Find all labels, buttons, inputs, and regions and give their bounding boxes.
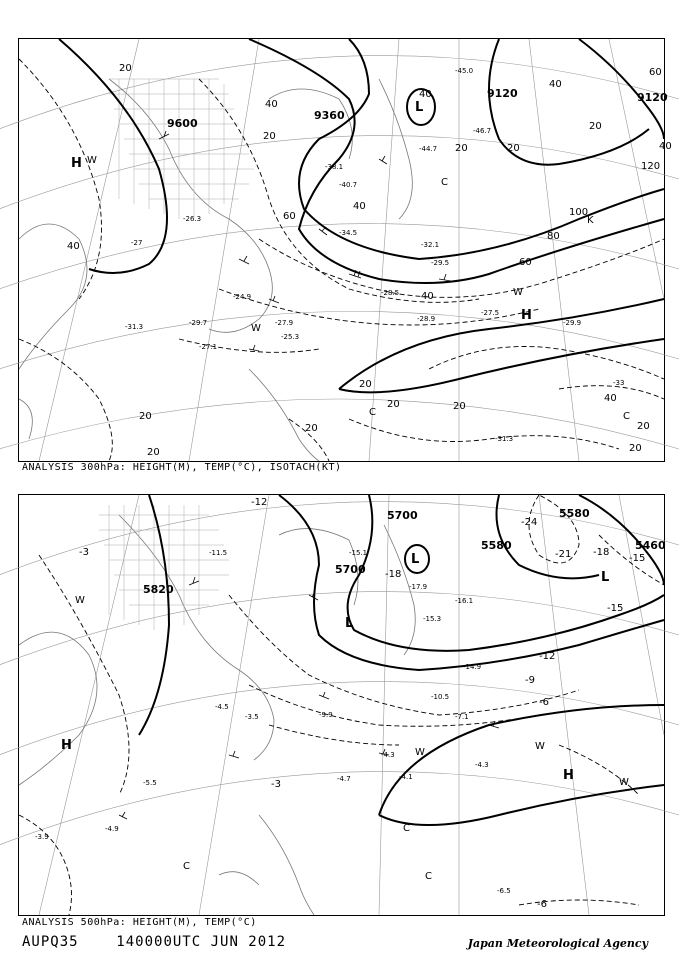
height-label: 5580: [559, 507, 590, 520]
system-marker: C: [369, 407, 376, 418]
isotach-label: 20: [507, 143, 520, 154]
temp-label: -27: [131, 239, 143, 247]
isotach-label: 20: [147, 447, 160, 458]
temp-label: -25.3: [281, 333, 300, 341]
isotach-label: 60: [519, 257, 532, 268]
graticule-300: [0, 39, 679, 461]
obs-label: -14.9: [463, 663, 482, 671]
height-label: 5580: [481, 539, 512, 552]
temp-label: -29.9: [563, 319, 582, 327]
temp-label: -45.0: [455, 67, 474, 75]
isotach-label: 20: [305, 423, 318, 434]
temp-label: -46.7: [473, 127, 492, 135]
isotach-label: 120: [641, 161, 661, 172]
isotach-label: 20: [589, 121, 602, 132]
temp-label: -32.1: [421, 241, 440, 249]
temp-contour-label: -12: [251, 497, 268, 508]
obs-label: -5.5: [143, 779, 157, 787]
system-marker: H: [61, 738, 72, 753]
temp-label: -29.7: [189, 319, 208, 327]
isotach-label: 40: [265, 99, 278, 110]
system-marker: C: [623, 411, 630, 422]
system-marker: C: [183, 861, 190, 872]
height-label: 5460: [635, 539, 666, 552]
system-marker: C: [441, 177, 448, 188]
temp-contour-label: -6: [537, 899, 547, 910]
system-marker: W: [535, 741, 545, 752]
obs-label: -3.5: [245, 713, 259, 721]
system-marker: K: [587, 215, 594, 226]
temp-label: -33: [613, 379, 625, 387]
isotach-label: 20: [119, 63, 132, 74]
isotach-label: 20: [453, 401, 466, 412]
system-marker: L: [601, 570, 610, 585]
temp-contour-label: -15: [607, 603, 624, 614]
obs-label: -3.9: [35, 833, 49, 841]
pressure-systems-300: [71, 100, 630, 422]
caption-500hpa: ANALYSIS 500hPa: HEIGHT(M), TEMP(°C): [22, 917, 257, 928]
hatch-500: [99, 505, 229, 630]
height-label: 5820: [143, 583, 174, 596]
isotach-label: 20: [139, 411, 152, 422]
temp-contour-label: -24: [521, 517, 538, 528]
map-500hpa: [19, 495, 664, 915]
isotach-label: 40: [353, 201, 366, 212]
obs-label: -17.9: [409, 583, 428, 591]
temp-label: -28.9: [417, 315, 436, 323]
system-marker: H: [521, 308, 532, 323]
obs-label: -10.5: [431, 693, 450, 701]
chart-code: AUPQ35: [22, 934, 79, 950]
temp-contour-label: -21: [555, 549, 572, 560]
system-marker: H: [71, 156, 82, 171]
temp-label: -31.3: [125, 323, 144, 331]
height-label: 9120: [637, 91, 668, 104]
temp-contour-label: -9: [525, 675, 535, 686]
caption-300hpa: ANALYSIS 300hPa: HEIGHT(M), TEMP(°C), ISOTACH(KT): [22, 462, 342, 473]
temp-contour-label: -18: [385, 569, 402, 580]
temp-label: -29.5: [431, 259, 450, 267]
isotach-label: 20: [637, 421, 650, 432]
system-marker: W: [415, 747, 425, 758]
isotach-label: 60: [283, 211, 296, 222]
isotach-label: 20: [455, 143, 468, 154]
obs-label: -15.3: [423, 615, 442, 623]
obs-label: -4.9: [105, 825, 119, 833]
chart-id: [22, 934, 286, 950]
obs-label: -16.1: [455, 597, 474, 605]
isotach-label: 100: [569, 207, 589, 218]
isotach-label: 20: [359, 379, 372, 390]
obs-label: -4.7: [337, 775, 351, 783]
temp-label: -26.3: [183, 215, 202, 223]
isotach-label: 20: [629, 443, 642, 454]
system-marker: C: [403, 823, 410, 834]
system-marker: W: [251, 323, 261, 334]
temp-contour-label: -3: [79, 547, 89, 558]
height-label: 9360: [314, 109, 345, 122]
isotach-label: 80: [547, 231, 560, 242]
temp-label: -27.9: [275, 319, 294, 327]
obs-label: -4.1: [399, 773, 413, 781]
agency-name: Japan Meteorological Agency: [467, 937, 648, 950]
temp-label: -27.1: [199, 343, 218, 351]
map-300hpa: [19, 39, 672, 461]
temperature-labels-300: [125, 67, 624, 443]
temp-label: -40.7: [339, 181, 358, 189]
temp-label: -34.5: [339, 229, 358, 237]
temp-contour-label: -3: [271, 779, 281, 790]
system-marker: C: [425, 871, 432, 882]
system-marker: W: [87, 155, 97, 166]
system-marker: L: [415, 100, 424, 115]
height-label: 5700: [335, 563, 366, 576]
isotach-label: 60: [649, 67, 662, 78]
isotach-labels-300: [67, 63, 672, 458]
obs-label: -4.3: [381, 751, 395, 759]
height-label: 9120: [487, 87, 518, 100]
isotach-label: 20: [387, 399, 400, 410]
height-label: 9600: [167, 117, 198, 130]
isotach-label: 40: [659, 141, 672, 152]
temp-contour-label: -18: [593, 547, 610, 558]
chart-300hpa: [18, 38, 672, 462]
pressure-systems-500: [61, 552, 629, 882]
temp-label: -27.5: [481, 309, 500, 317]
chart-500hpa: [18, 494, 665, 916]
wind-barbs-300: [159, 131, 451, 351]
temp-label: -44.7: [419, 145, 438, 153]
obs-label: -15.1: [349, 549, 368, 557]
temp-contour-label: -15: [629, 553, 646, 564]
temp-label: -24.9: [233, 293, 252, 301]
temp-label: -38.1: [325, 163, 344, 171]
isotach-label: 40: [421, 291, 434, 302]
chart-datetime: 140000UTC JUN 2012: [116, 934, 287, 950]
obs-label: -9.9: [319, 711, 333, 719]
isotach-label: 20: [263, 131, 276, 142]
system-marker: W: [75, 595, 85, 606]
system-marker: W: [619, 777, 629, 788]
graticule-500: [0, 495, 679, 915]
obs-label: -11.5: [209, 549, 228, 557]
system-marker: W: [513, 287, 523, 298]
obs-label: -7.1: [455, 713, 469, 721]
isotach-label: 40: [419, 89, 432, 100]
obs-label: -4.3: [475, 761, 489, 769]
obs-labels-500: [35, 549, 511, 895]
system-marker: L: [345, 616, 354, 631]
temp-contour-label: -6: [539, 697, 549, 708]
temp-label: -31.3: [495, 435, 514, 443]
obs-label: -4.5: [215, 703, 229, 711]
obs-label: -6.5: [497, 887, 511, 895]
system-marker: H: [563, 768, 574, 783]
temp-label: -28.5: [381, 289, 400, 297]
system-marker: L: [411, 552, 420, 567]
isotach-label: 40: [549, 79, 562, 90]
height-label: 5700: [387, 509, 418, 522]
isotach-label: 40: [604, 393, 617, 404]
hatch-300: [109, 79, 254, 219]
isotach-label: 40: [67, 241, 80, 252]
temp-contour-label: -12: [539, 651, 556, 662]
